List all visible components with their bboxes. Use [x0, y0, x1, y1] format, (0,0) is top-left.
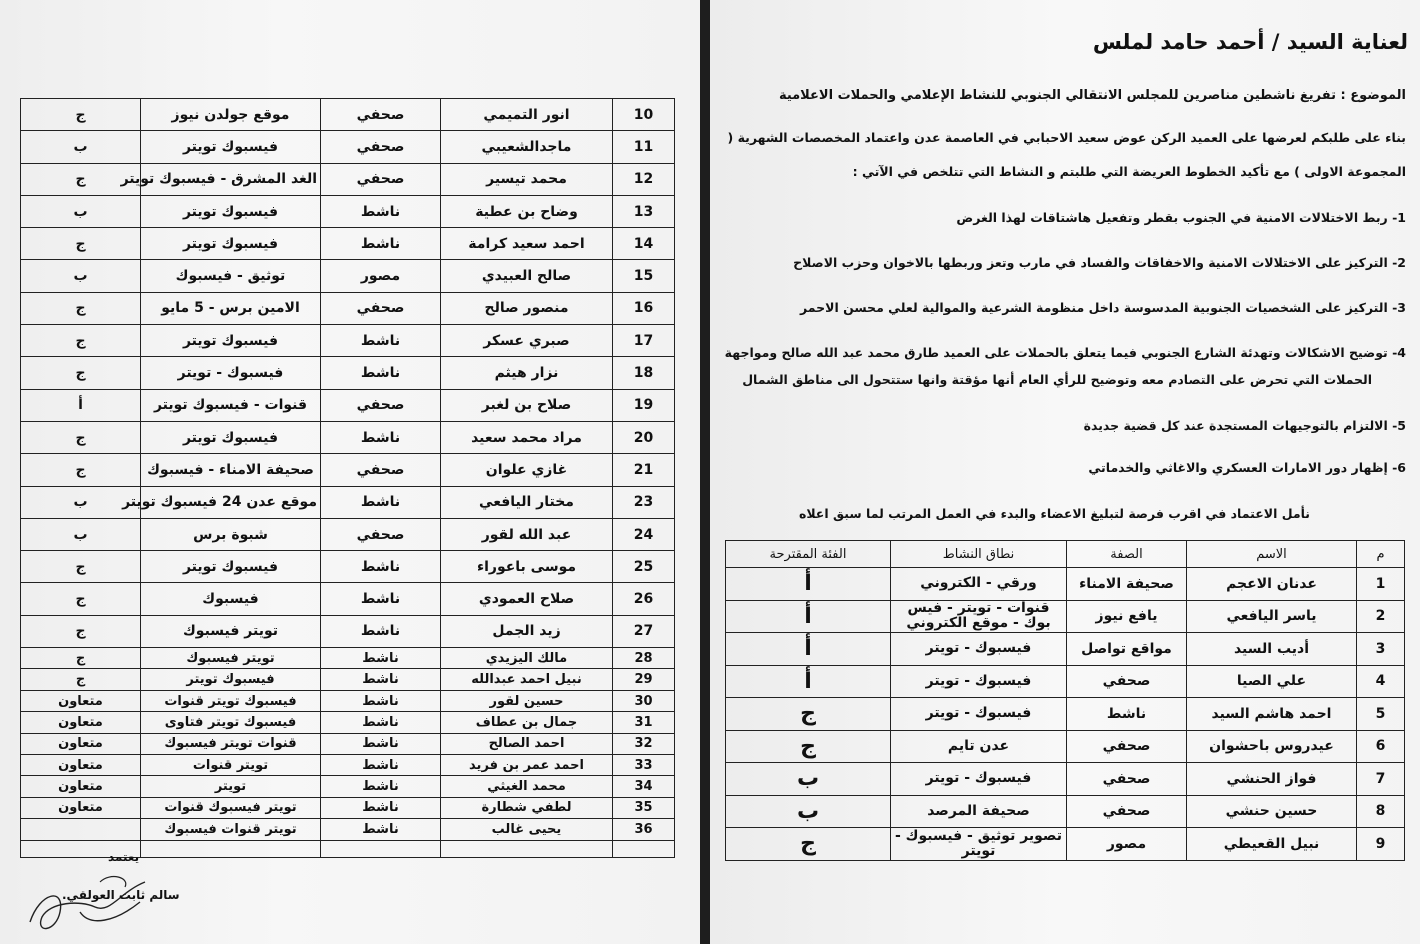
- cell-role: ناشط: [321, 755, 441, 776]
- cell-name: احمد عمر بن فريد: [441, 755, 613, 776]
- cell-scope: الامين برس - 5 مايو: [141, 292, 321, 324]
- left-members-table: [20, 98, 675, 858]
- cell-scope: فيسبوك - تويتر: [141, 357, 321, 389]
- table-row: [21, 357, 675, 389]
- cell-name: علي الصيا: [1187, 665, 1357, 698]
- cell-scope: فيسبوك - تويتر: [891, 698, 1067, 731]
- cell-scope: تويتر: [141, 776, 321, 797]
- cell-scope: فيسبوك - تويتر: [891, 665, 1067, 698]
- cell-role: ناشط: [321, 357, 441, 389]
- cell-num: 18: [613, 357, 675, 389]
- cell-scope: تويتر فيسبوك قنوات: [141, 797, 321, 818]
- cell-name: جمال بن عطاف: [441, 712, 613, 733]
- header-role: الصفة: [1067, 541, 1187, 568]
- cell-cat: ب: [726, 795, 891, 828]
- table-row: [21, 389, 675, 421]
- table-row: [21, 228, 675, 260]
- cell-num: 7: [1357, 763, 1405, 796]
- cell-cat: ج: [21, 421, 141, 453]
- cell-role: مصور: [321, 260, 441, 292]
- cell-name: مراد محمد سعيد: [441, 421, 613, 453]
- cell-role: صحفي: [321, 518, 441, 550]
- cell-role: ناشط: [321, 776, 441, 797]
- cell-name: وضاح بن عطية: [441, 195, 613, 227]
- cell-num: 8: [1357, 795, 1405, 828]
- cell-name: صلاح العمودي: [441, 583, 613, 615]
- cell-cat: ب: [726, 763, 891, 796]
- cell-cat: ج: [21, 99, 141, 131]
- point-4-line-2: الحملات التي تحرض على التصادم معه وتوضيح للرأي العام أنها مؤقتة وانها ستتحول الى مناطق الشمال: [742, 372, 1372, 387]
- cell-name: زيد الجمل: [441, 615, 613, 647]
- cell-num: 29: [613, 669, 675, 690]
- table-row: [726, 665, 1405, 698]
- cell-name: حسين حنشي: [1187, 795, 1357, 828]
- cell-num: 17: [613, 325, 675, 357]
- table-row: [726, 698, 1405, 731]
- cell-cat: ب: [21, 131, 141, 163]
- table-row: [21, 690, 675, 711]
- cell-name: مختار اليافعي: [441, 486, 613, 518]
- table-row: [21, 712, 675, 733]
- cell-name: احمد هاشم السيد: [1187, 698, 1357, 731]
- cell-empty: [613, 840, 675, 857]
- header-scope: نطاق النشاط: [891, 541, 1067, 568]
- cell-empty: [321, 840, 441, 857]
- table-row: [21, 583, 675, 615]
- cell-name: محمد الغيثي: [441, 776, 613, 797]
- cell-role: ناشط: [321, 797, 441, 818]
- cell-role: ناشط: [321, 648, 441, 669]
- header-name: الاسم: [1187, 541, 1357, 568]
- cell-cat: ج: [21, 615, 141, 647]
- cell-scope: توثيق - فيسبوك: [141, 260, 321, 292]
- table-row: [21, 755, 675, 776]
- cell-num: 31: [613, 712, 675, 733]
- cell-num: 28: [613, 648, 675, 669]
- cell-name: نبيل احمد عبدالله: [441, 669, 613, 690]
- cell-role: ناشط: [321, 228, 441, 260]
- cell-cat: متعاون: [21, 712, 141, 733]
- cell-num: 9: [1357, 828, 1405, 861]
- table-row: [21, 421, 675, 453]
- table-row: [21, 131, 675, 163]
- cell-cat: ب: [21, 486, 141, 518]
- cell-name: ياسر اليافعي: [1187, 600, 1357, 633]
- page-gap: [700, 0, 710, 944]
- cell-cat: ب: [21, 260, 141, 292]
- cell-num: 10: [613, 99, 675, 131]
- cell-scope: قنوات تويتر فيسبوك: [141, 733, 321, 754]
- cell-cat: متعاون: [21, 797, 141, 818]
- cell-role: صحفي: [321, 292, 441, 324]
- subject-line: الموضوع : تفريغ ناشطين مناصرين للمجلس الانتقالي الجنوبي للنشاط الإعلامي والحملات الاعلامية: [778, 88, 1406, 103]
- cell-scope: عدن تايم: [891, 730, 1067, 763]
- table-row: [726, 763, 1405, 796]
- cell-empty: [441, 840, 613, 857]
- cell-role: ناشط: [321, 583, 441, 615]
- cell-name: منصور صالح: [441, 292, 613, 324]
- cell-cat: ج: [21, 325, 141, 357]
- cell-name: عيدروس باحشوان: [1187, 730, 1357, 763]
- cell-name: أديب السيد: [1187, 633, 1357, 666]
- cell-cat: متعاون: [21, 755, 141, 776]
- table-row: [21, 454, 675, 486]
- table-row: [21, 163, 675, 195]
- cell-role: ناشط: [321, 195, 441, 227]
- cell-num: 19: [613, 389, 675, 421]
- cell-num: 32: [613, 733, 675, 754]
- cell-scope: فيسبوك - تويتر: [891, 763, 1067, 796]
- cell-name: حسين لقور: [441, 690, 613, 711]
- cell-name: محمد تيسير: [441, 163, 613, 195]
- cell-num: 14: [613, 228, 675, 260]
- cell-num: 20: [613, 421, 675, 453]
- cell-name: فواز الحنشي: [1187, 763, 1357, 796]
- table-row: [726, 730, 1405, 763]
- cell-role: ناشط: [321, 669, 441, 690]
- cell-role: ناشط: [321, 733, 441, 754]
- cell-cat: ج: [21, 648, 141, 669]
- header-category: الفئة المقترحة: [726, 541, 891, 568]
- point-4-line-1: 4- توضيح الاشكالات وتهدئة الشارع الجنوبي فيما يتعلق بالحملات على العميد طارق محمد عبد الله صالح ومواجهة: [724, 345, 1406, 360]
- cell-role: صحفي: [321, 163, 441, 195]
- cell-role: مواقع تواصل: [1067, 633, 1187, 666]
- cell-role: ناشط: [321, 819, 441, 840]
- cell-num: 34: [613, 776, 675, 797]
- cell-role: ناشط: [1067, 698, 1187, 731]
- cell-cat: متعاون: [21, 690, 141, 711]
- cell-name: ماجدالشعيبي: [441, 131, 613, 163]
- cell-cat: ب: [21, 518, 141, 550]
- cell-num: 25: [613, 551, 675, 583]
- cell-role: صحفي: [1067, 763, 1187, 796]
- table-row: [21, 99, 675, 131]
- cell-scope: فيسبوك تويتر: [141, 421, 321, 453]
- cell-name: صبري عسكر: [441, 325, 613, 357]
- table-row: [21, 669, 675, 690]
- cell-cat: أ: [726, 568, 891, 601]
- cell-num: 27: [613, 615, 675, 647]
- cell-num: 2: [1357, 600, 1405, 633]
- cell-role: صحفي: [321, 131, 441, 163]
- table-row: [21, 260, 675, 292]
- table-row: [726, 795, 1405, 828]
- cell-name: موسى باعوراء: [441, 551, 613, 583]
- cell-name: احمد الصالح: [441, 733, 613, 754]
- cell-role: صحفي: [321, 454, 441, 486]
- approval-label: يعتمد: [108, 850, 140, 864]
- right-members-table: [725, 540, 1405, 861]
- cell-cat: ج: [726, 698, 891, 731]
- table-row: [21, 797, 675, 818]
- table-row: [21, 819, 675, 840]
- cell-scope: الغد المشرق - فيسبوك تويتر: [141, 163, 321, 195]
- left-table-body: [21, 99, 675, 858]
- cell-scope: صحيفة الامناء - فيسبوك: [141, 454, 321, 486]
- cell-role: ناشط: [321, 325, 441, 357]
- cell-name: نبيل القعيطي: [1187, 828, 1357, 861]
- cell-num: 33: [613, 755, 675, 776]
- cell-num: 24: [613, 518, 675, 550]
- cell-scope: فيسبوك - تويتر: [891, 633, 1067, 666]
- cell-cat: ج: [21, 454, 141, 486]
- cell-role: ناشط: [321, 486, 441, 518]
- cell-scope: فيسبوك تويتر: [141, 325, 321, 357]
- cell-scope: تويتر قنوات فيسبوك: [141, 819, 321, 840]
- cell-scope: فيسبوك تويتر: [141, 669, 321, 690]
- table-row: [21, 195, 675, 227]
- cell-cat: متعاون: [21, 776, 141, 797]
- cell-num: 11: [613, 131, 675, 163]
- cell-name: يحيى غالب: [441, 819, 613, 840]
- cell-scope: ورقي - الكتروني: [891, 568, 1067, 601]
- table-row: [726, 600, 1405, 633]
- cell-num: 16: [613, 292, 675, 324]
- table-row: [21, 518, 675, 550]
- intro-line-1: بناء على طلبكم لعرضها على العميد الركن عوض سعيد الاحبابي في العاصمة عدن واعتماد المخصصات الشهرية (: [727, 130, 1406, 145]
- cell-scope: فيسبوك تويتر: [141, 228, 321, 260]
- cell-scope: فيسبوك تويتر: [141, 131, 321, 163]
- point-5: 5- الالتزام بالتوجيهات المستجدة عند كل قضية جديدة: [1083, 418, 1406, 433]
- cell-cat: أ: [726, 665, 891, 698]
- cell-scope: تصوير توثيق - فيسبوك - تويتر: [891, 828, 1067, 861]
- cell-num: 1: [1357, 568, 1405, 601]
- cell-num: 13: [613, 195, 675, 227]
- cell-num: 6: [1357, 730, 1405, 763]
- cell-scope: فيسبوك تويتر قنوات: [141, 690, 321, 711]
- cell-cat: ج: [726, 828, 891, 861]
- cell-role: ناشط: [321, 551, 441, 583]
- table-row: [21, 486, 675, 518]
- cell-cat: ب: [21, 195, 141, 227]
- cell-cat: ج: [21, 163, 141, 195]
- cell-role: ناشط: [321, 615, 441, 647]
- table-header-row: [726, 541, 1405, 568]
- cell-scope: فيسبوك تويتر: [141, 195, 321, 227]
- cell-name: غازي علوان: [441, 454, 613, 486]
- cell-num: 12: [613, 163, 675, 195]
- cell-cat: ج: [726, 730, 891, 763]
- table-row: [21, 551, 675, 583]
- cell-num: 5: [1357, 698, 1405, 731]
- cell-scope: قنوات - فيسبوك تويتر: [141, 389, 321, 421]
- cell-scope: تويتر فيسبوك: [141, 615, 321, 647]
- cell-name: عبد الله لقور: [441, 518, 613, 550]
- cell-scope: تويتر فيسبوك: [141, 648, 321, 669]
- cell-cat: متعاون: [21, 733, 141, 754]
- point-6: 6- إظهار دور الامارات العسكري والاغاثي والخدماتي: [1088, 460, 1406, 475]
- cell-name: مالك اليزيدي: [441, 648, 613, 669]
- signer-name: سالم ثابت العولقي.: [62, 888, 180, 902]
- cell-name: صالح العبيدي: [441, 260, 613, 292]
- cell-cat: أ: [726, 600, 891, 633]
- cell-name: احمد سعيد كرامة: [441, 228, 613, 260]
- cell-scope: فيسبوك تويتر فتاوى: [141, 712, 321, 733]
- cell-role: ناشط: [321, 421, 441, 453]
- cell-role: مصور: [1067, 828, 1187, 861]
- cell-role: صحفي: [1067, 665, 1187, 698]
- cell-scope: قنوات - تويتر - فيس بوك - موقع الكتروني: [891, 600, 1067, 633]
- table-row: [726, 633, 1405, 666]
- cell-cat: ج: [21, 551, 141, 583]
- cell-role: صحفي: [321, 389, 441, 421]
- cell-cat: ج: [21, 228, 141, 260]
- point-3: 3- التركيز على الشخصيات الجنوبية المدسوسة داخل منظومة الشرعية والموالية لعلي محسن الاحمر: [799, 300, 1406, 315]
- cell-cat: ج: [21, 357, 141, 389]
- cell-role: صحفي: [321, 99, 441, 131]
- cell-role: صحيفة الامناء: [1067, 568, 1187, 601]
- cell-num: 15: [613, 260, 675, 292]
- cell-empty: [141, 840, 321, 857]
- closing-line: نأمل الاعتماد في اقرب فرصة لتبليغ الاعضاء والبدء في العمل المرتب لما سبق اعلاه: [798, 506, 1310, 521]
- table-row: [21, 648, 675, 669]
- left-page: [0, 0, 700, 944]
- table-row: [21, 733, 675, 754]
- cell-cat: ج: [21, 583, 141, 615]
- table-row: [21, 776, 675, 797]
- point-1: 1- ربط الاختلالات الامنية في الجنوب بقطر وتفعيل هاشتاقات لهذا الغرض: [956, 210, 1406, 225]
- right-table-body: [726, 568, 1405, 861]
- cell-name: صلاح بن لغبر: [441, 389, 613, 421]
- cell-name: نزار هيثم: [441, 357, 613, 389]
- table-row: [726, 568, 1405, 601]
- intro-line-2: المجموعة الاولى ) مع تأكيد الخطوط العريضة التي طلبتم و النشاط التي تتلخص في الآتي :: [852, 164, 1406, 179]
- cell-num: 21: [613, 454, 675, 486]
- cell-scope: فيسبوك: [141, 583, 321, 615]
- table-row: [726, 828, 1405, 861]
- cell-cat: ج: [21, 292, 141, 324]
- cell-role: يافع نيوز: [1067, 600, 1187, 633]
- cell-scope: موقع عدن 24 فيسبوك تويتر: [141, 486, 321, 518]
- cell-role: صحفي: [1067, 795, 1187, 828]
- cell-scope: موقع جولدن نيوز: [141, 99, 321, 131]
- right-page: [710, 0, 1420, 944]
- cell-scope: شبوة برس: [141, 518, 321, 550]
- cell-scope: فيسبوك تويتر: [141, 551, 321, 583]
- cell-num: 30: [613, 690, 675, 711]
- cell-role: صحفي: [1067, 730, 1187, 763]
- cell-num: 36: [613, 819, 675, 840]
- cell-role: ناشط: [321, 690, 441, 711]
- cell-name: لطفي شطارة: [441, 797, 613, 818]
- cell-name: عدنان الاعجم: [1187, 568, 1357, 601]
- table-row: [21, 292, 675, 324]
- table-row: [21, 325, 675, 357]
- cell-num: 3: [1357, 633, 1405, 666]
- header-num: م: [1357, 541, 1405, 568]
- cell-cat: أ: [726, 633, 891, 666]
- cell-cat: [21, 819, 141, 840]
- cell-num: 4: [1357, 665, 1405, 698]
- addressee-heading: لعناية السيد / أحمد حامد لملس: [1092, 30, 1408, 54]
- cell-num: 35: [613, 797, 675, 818]
- cell-num: 26: [613, 583, 675, 615]
- point-2: 2- التركيز على الاختلالات الامنية والاخفاقات والفساد في مارب وتعز وربطها بالاخوان وحزب الاصلاح: [793, 255, 1406, 270]
- cell-name: انور التميمي: [441, 99, 613, 131]
- cell-cat: ج: [21, 669, 141, 690]
- cell-cat: أ: [21, 389, 141, 421]
- cell-scope: تويتر قنوات: [141, 755, 321, 776]
- cell-scope: صحيفة المرصد: [891, 795, 1067, 828]
- cell-num: 23: [613, 486, 675, 518]
- table-row: [21, 615, 675, 647]
- cell-role: ناشط: [321, 712, 441, 733]
